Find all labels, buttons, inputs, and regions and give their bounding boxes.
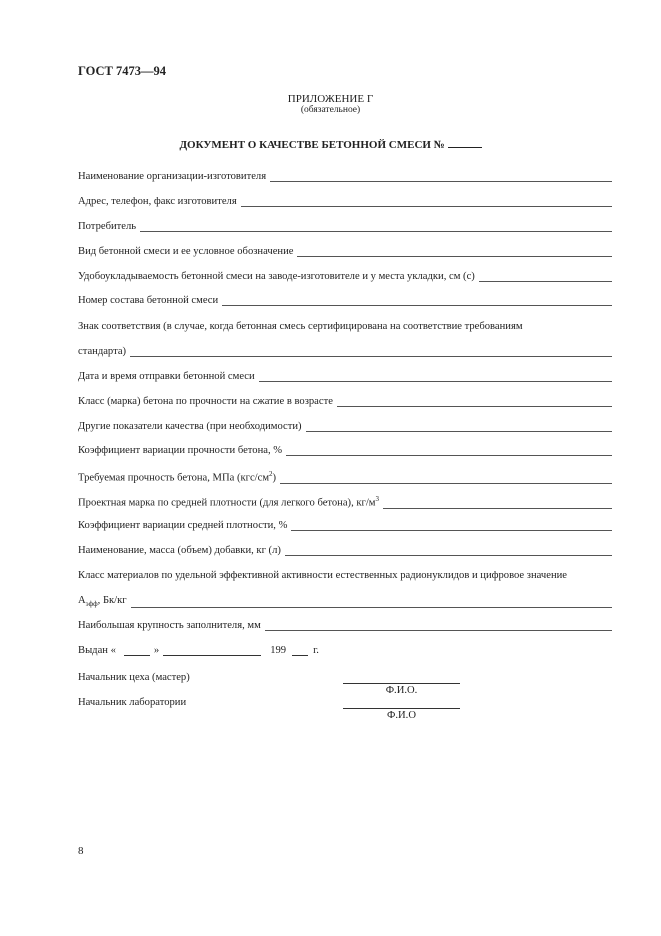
field-label: Класс материалов по удельной эффективной активности естественных радионуклидов и цифровое значение	[78, 570, 567, 581]
field-label: Номер состава бетонной смеси	[78, 295, 219, 306]
field-blank[interactable]	[285, 546, 612, 556]
unit: , Бк/кг	[97, 595, 127, 606]
signature-role: Начальник цеха (мастер)	[78, 672, 190, 683]
document-title-text: ДОКУМЕНТ О КАЧЕСТВЕ БЕТОННОЙ СМЕСИ №	[179, 139, 445, 151]
field-blank[interactable]	[479, 272, 612, 282]
field-label: Вид бетонной смеси и ее условное обозначение	[78, 246, 294, 257]
field-row[interactable]	[78, 295, 612, 306]
field-label	[78, 470, 276, 484]
field-label: Наименование организации-изготовителя	[78, 171, 267, 182]
paren: )	[272, 472, 277, 484]
field-label: Удобоукладываемость бетонной смеси на заводе-изготовителе и у места укладки, см (с)	[78, 271, 475, 282]
field-blank[interactable]	[280, 474, 612, 484]
field-row[interactable]	[78, 520, 612, 531]
field-label: Коэффициент вариации прочности бетона, %	[78, 445, 283, 456]
field-row[interactable]	[78, 545, 612, 556]
radionuclide-label-line	[78, 570, 612, 581]
density-label: Проектная марка по средней плотности (для легкого бетона), кг/м	[78, 497, 376, 509]
field-label: Дата и время отправки бетонной смеси	[78, 371, 255, 382]
signature-caption: Ф.И.О	[387, 710, 416, 721]
field-blank[interactable]	[270, 172, 612, 182]
year-prefix: 199	[270, 645, 287, 656]
subscript: эфф	[85, 600, 98, 609]
signature-line[interactable]	[343, 683, 460, 696]
field-blank[interactable]	[306, 422, 612, 432]
field-label: Наибольшая крупность заполнителя, мм	[78, 620, 261, 631]
field-label: Класс (марка) бетона по прочности на сжатие в возрасте	[78, 396, 333, 407]
field-row[interactable]	[78, 171, 612, 182]
appendix-subtitle: (обязательное)	[300, 105, 361, 115]
field-blank[interactable]	[130, 347, 612, 357]
field-label: Коэффициент вариации средней плотности, %	[78, 520, 288, 531]
superscript: 3	[375, 495, 380, 503]
conformity-label-line	[78, 321, 612, 332]
field-row[interactable]	[78, 495, 612, 509]
field-row[interactable]	[78, 271, 612, 282]
page-number: 8	[78, 845, 84, 857]
field-row[interactable]	[78, 595, 612, 608]
field-label: Знак соответствия (в случае, когда бетонная смесь сертифицирована на соответствие требованиям	[78, 321, 523, 332]
field-label: стандарта)	[78, 346, 127, 357]
appendix-title: ПРИЛОЖЕНИЕ Г	[287, 93, 374, 105]
field-row[interactable]	[78, 396, 612, 407]
field-blank[interactable]	[297, 247, 612, 257]
standard-header: ГОСТ 7473—94	[78, 64, 167, 78]
field-label: Наименование, масса (объем) добавки, кг (л)	[78, 545, 281, 556]
signature-role: Начальник лаборатории	[78, 697, 187, 708]
field-blank[interactable]	[259, 372, 612, 382]
field-blank[interactable]	[131, 598, 612, 608]
field-blank[interactable]	[337, 397, 612, 407]
quote-close: »	[153, 645, 160, 656]
field-blank[interactable]	[222, 296, 612, 306]
field-blank[interactable]	[383, 499, 612, 509]
field-row[interactable]	[78, 221, 612, 232]
strength-label: Требуемая прочность бетона, МПа (кгс/см	[78, 472, 270, 484]
field-label	[78, 595, 127, 608]
document-title	[0, 139, 661, 151]
field-blank[interactable]	[265, 621, 612, 631]
field-row[interactable]	[78, 445, 612, 456]
field-row[interactable]	[78, 246, 612, 257]
field-row[interactable]	[78, 371, 612, 382]
field-row[interactable]	[78, 470, 612, 484]
month-blank[interactable]	[163, 646, 261, 656]
superscript: 2	[269, 470, 273, 478]
issued-label: Выдан «	[78, 645, 116, 656]
field-row[interactable]	[78, 620, 612, 631]
field-row[interactable]	[78, 421, 612, 432]
document-number-blank[interactable]	[448, 147, 482, 148]
field-row[interactable]	[78, 346, 612, 357]
year-blank[interactable]	[292, 646, 308, 656]
field-blank[interactable]	[286, 446, 612, 456]
field-label: Потребитель	[78, 221, 137, 232]
field-label: Другие показатели качества (при необходимости)	[78, 421, 302, 432]
field-label	[78, 495, 379, 509]
field-label: Адрес, телефон, факс изготовителя	[78, 196, 237, 207]
signature-caption: Ф.И.О.	[385, 685, 418, 696]
day-blank[interactable]	[124, 646, 150, 656]
field-blank[interactable]	[241, 197, 612, 207]
issued-row	[78, 645, 319, 656]
year-suffix: г.	[313, 645, 319, 656]
field-row[interactable]	[78, 196, 612, 207]
field-blank[interactable]	[291, 521, 612, 531]
symbol: А	[78, 595, 86, 606]
signature-line[interactable]	[343, 708, 460, 721]
field-blank[interactable]	[140, 222, 612, 232]
